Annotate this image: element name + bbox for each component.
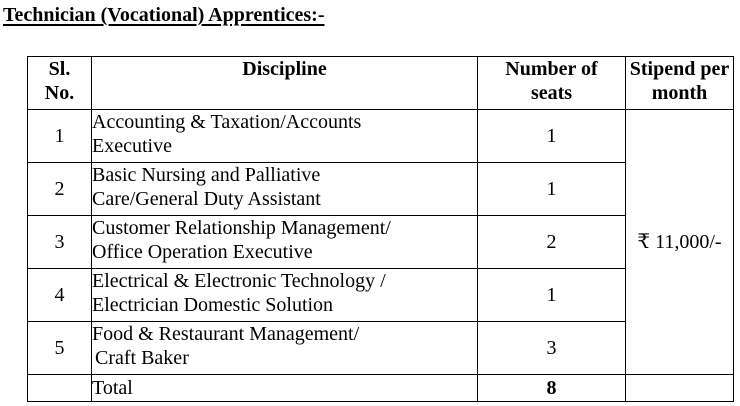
seats-cell: 3	[478, 322, 626, 375]
total-label: Total	[92, 375, 478, 402]
table-row	[28, 110, 734, 163]
table-header-row	[28, 57, 734, 110]
total-seats-value: 8	[478, 375, 626, 402]
discipline-cell: Electrical & Electronic Technology / Electrician Domestic Solution	[92, 269, 478, 322]
sl-cell: 3	[28, 216, 92, 269]
header-discipline: Discipline	[92, 57, 478, 110]
apprentice-seats-table	[27, 56, 734, 402]
header-number-of-seats: Number of seats	[478, 57, 626, 110]
header-stipend-per-month: Stipend per month	[626, 57, 734, 110]
seats-cell: 1	[478, 269, 626, 322]
sl-cell: 5	[28, 322, 92, 375]
seats-cell: 1	[478, 163, 626, 216]
sl-cell: 1	[28, 110, 92, 163]
seats-cell: 1	[478, 110, 626, 163]
stipend-cell: ₹ 11,000/-	[626, 110, 734, 375]
discipline-cell: Basic Nursing and Palliative Care/General Duty Assistant	[92, 163, 478, 216]
discipline-cell: Food & Restaurant Management/ Craft Baker	[92, 322, 478, 375]
section-heading: Technician (Vocational) Apprentices:-	[3, 4, 325, 26]
total-row	[28, 375, 734, 402]
total-stipend-cell	[626, 375, 734, 402]
seats-cell: 2	[478, 216, 626, 269]
sl-cell: 2	[28, 163, 92, 216]
discipline-cell: Customer Relationship Management/ Office Operation Executive	[92, 216, 478, 269]
total-sl-cell	[28, 375, 92, 402]
header-sl-no: Sl. No.	[28, 57, 92, 110]
sl-cell: 4	[28, 269, 92, 322]
discipline-cell: Accounting & Taxation/Accounts Executive	[92, 110, 478, 163]
